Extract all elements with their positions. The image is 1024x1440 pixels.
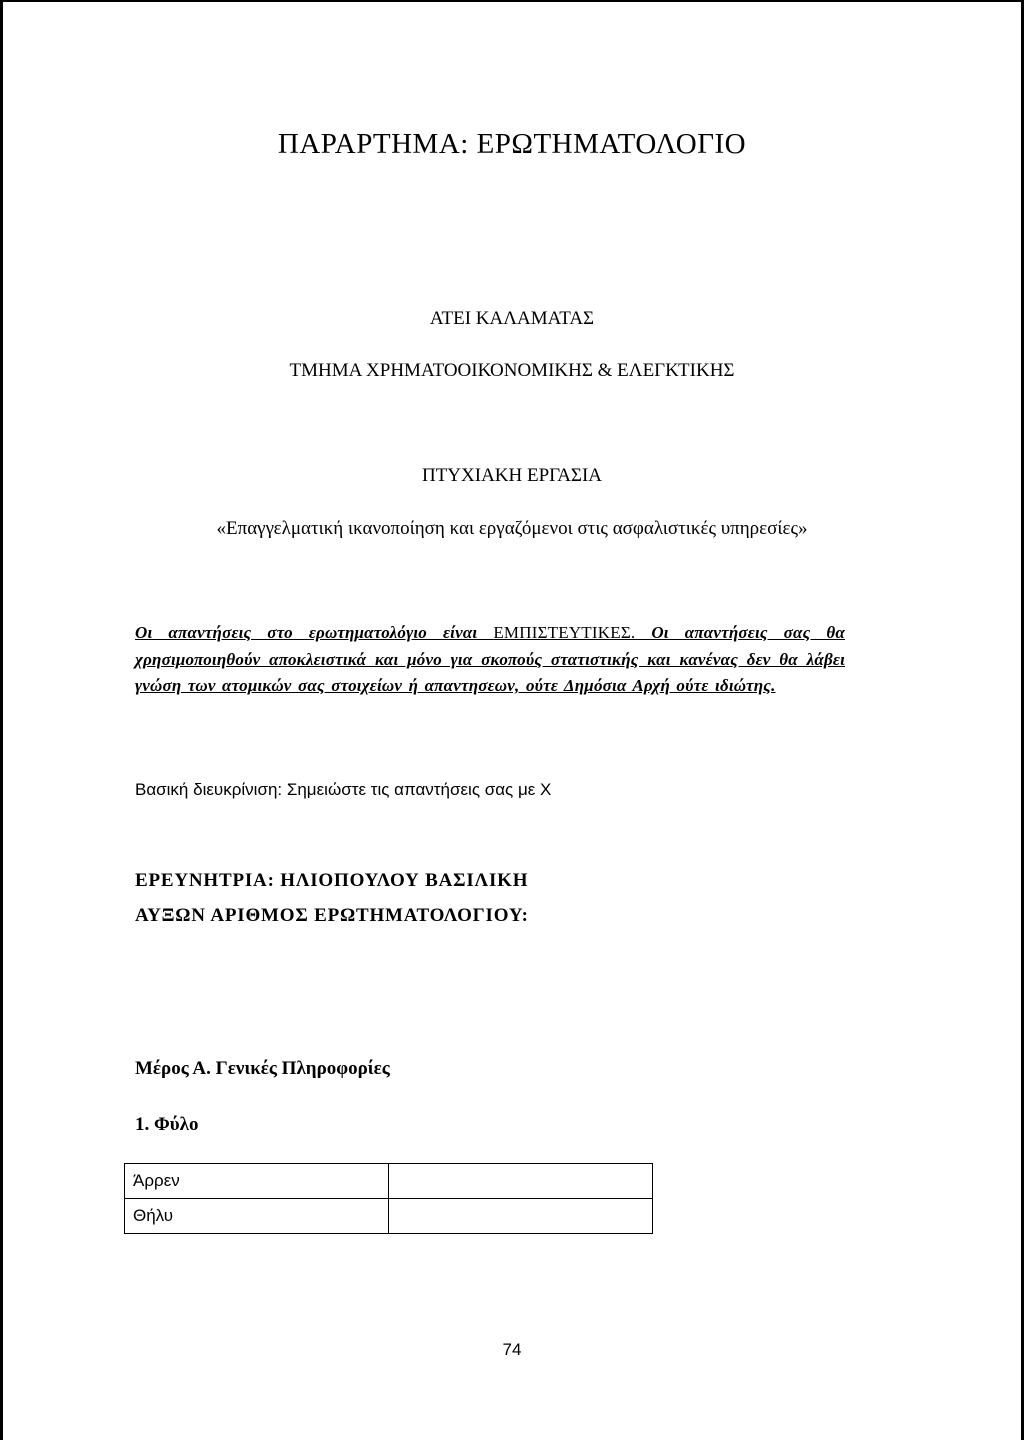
- work-type: ΠΤΥΧΙΑΚΗ ΕΡΓΑΣΙΑ: [421, 465, 603, 486]
- option-female-label: Θήλυ: [125, 1199, 389, 1234]
- section-title: Μέρος Α. Γενικές Πληροφορίες: [135, 1058, 390, 1079]
- disclaimer-text-start: Οι απαντήσεις στο ερωτηματολόγιο είναι: [135, 623, 494, 642]
- question-gender: 1. Φύλο: [135, 1114, 199, 1135]
- disclaimer-confidential-word: ΕΜΠΙΣΤΕΥΤΙΚΕΣ.: [493, 623, 636, 642]
- option-male-label: Άρρεν: [125, 1164, 389, 1199]
- thesis-title: «Επαγγελματική ικανοποίηση και εργαζόμενοι στις ασφαλιστικές υπηρεσίες»: [216, 518, 808, 539]
- confidentiality-disclaimer: [135, 620, 845, 700]
- institution-name: ΑΤΕΙ ΚΑΛΑΜΑΤΑΣ: [429, 308, 595, 329]
- disclaimer-text-rest: Οι απαντήσεις σας θα χρησιμοποιηθούν αποκλειστικά και μόνο για σκοπούς στατιστικής και κανένας δεν θα λάβει γνώση των ατομικών σας στοιχείων ή απαντησεων, ούτε Δημόσια Αρχή ούτε ιδιώτης.: [135, 623, 845, 695]
- option-female-checkbox[interactable]: [389, 1199, 653, 1234]
- table-row: [125, 1164, 653, 1199]
- page-number: 74: [502, 1340, 522, 1359]
- option-male-checkbox[interactable]: [389, 1164, 653, 1199]
- document-title: ΠΑΡΑΡΤΗΜΑ: ΕΡΩΤΗΜΑΤΟΛΟΓΙΟ: [277, 128, 747, 160]
- instruction-note: Βασική διευκρίνιση: Σημειώστε τις απαντήσεις σας με Χ: [135, 780, 552, 799]
- table-row: [125, 1199, 653, 1234]
- questionnaire-serial-label: ΑΥΞΩΝ ΑΡΙΘΜΟΣ ΕΡΩΤΗΜΑΤΟΛΟΓΙΟΥ:: [135, 905, 529, 926]
- researcher-name: ΕΡΕΥΝΗΤΡΙΑ: ΗΛΙΟΠΟΥΛΟΥ ΒΑΣΙΛΙΚΗ: [135, 870, 529, 891]
- department-name: ΤΜΗΜΑ ΧΡΗΜΑΤΟΟΙΚΟΝΟΜΙΚΗΣ & ΕΛΕΓΚΤΙΚΗΣ: [289, 360, 735, 381]
- gender-answer-table: [124, 1163, 653, 1234]
